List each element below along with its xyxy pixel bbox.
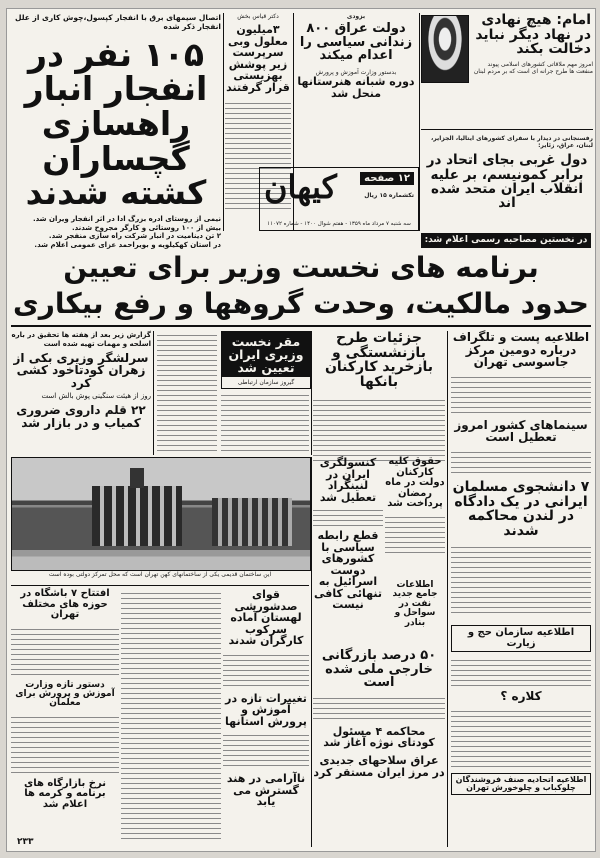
page-number: ۲۳۳	[17, 837, 34, 847]
bank-story	[313, 331, 445, 455]
edu-kicker: بدستور وزارت آموزش و پرورش	[315, 69, 397, 77]
pm-interview-bar: در نخستین مصاحبه رسمی اعلام شد:	[421, 233, 591, 248]
bank-headline: جزئیات طرح بازنشستگی و بازخرید کارکنان بانکها	[324, 330, 434, 391]
banner-line-1: برنامه های نخست وزیر برای تعیین	[63, 251, 539, 284]
cinema-headline: سینماهای کشور امروز تعطیل است	[454, 417, 588, 445]
masthead-pages: ۱۲ صفحه	[360, 172, 414, 185]
education-changes-headline: تغییرات تازه در آموزش و پرورش استانها	[225, 691, 307, 728]
gachsaran-headline: ۱۰۵ نفر در انفجار انبار راهسازی گچساران کشته شدند	[24, 34, 208, 213]
oil-headline: اطلاعات جامع جدید نفت در سواحل و بنادر	[392, 580, 438, 628]
mid-column	[313, 457, 383, 647]
iraq-story	[297, 13, 415, 113]
iraq-weapons-headline: عراق سلاحهای جدیدی در مرز ایران مستقر کرد	[313, 754, 445, 779]
students-headline: ۷ دانشجوی مسلمان ایرانی در یک دادگاه در لندن محاکمه شدند	[452, 478, 590, 540]
oil-column	[385, 581, 445, 641]
banner-line-2: حدود مالکیت، وحدت گروهها و رفع بیکاری	[13, 287, 589, 320]
left-bullet: گزارش زیر بعد از هفته ها تحقیق در باره اسلحه و مهمات تهیه شده است	[11, 331, 151, 348]
masthead-dateline: سه شنبه ۷ مرداد ماه ۱۳۵۹ - هفتم شوال ۱۴۰۰ - شماره ۱۱۰۷۲	[267, 221, 411, 228]
coup-trial-headline: محاکمه ۴ مسئول کودتای نوژه آغاز شد	[323, 724, 435, 750]
kebab-notice: اطلاعیه اتحادیه صنف فروشندگان چلوکباب و چلوخورش تهران	[451, 773, 591, 796]
gachsaran-bullet: نیمی از روستای ادره بزرگ ادا در اثر انفجار ویران شد.	[32, 214, 221, 223]
bottom-left-body	[121, 589, 221, 839]
bottom-mid-column	[223, 589, 309, 843]
vaziri-headline: سرلشگر وزیری بکی از زهران کودتاخود کشی کرد	[13, 350, 149, 390]
rafsanjani-kicker: رفسنجانی در دیدار با سفرای کشورهای ایتالیا، الجزایر، لبنان، عراق، زئایر:	[431, 135, 593, 150]
teachers-headline: دستور تازه وزارت آموزش و پرورش برای معلمان	[15, 679, 115, 709]
clubs-headline: افتتاح ۷ باشگاه در حوزه های مختلف تهران	[20, 588, 110, 620]
imam-summary: امروز مهم ملاقاتی کشورهای اسلامی پیوند منفعت ها طرح جرانه ای است که بر مردم لبنان	[473, 61, 593, 76]
medicine-headline: ۲۲ قلم داروی ضروری کمیاب و در بازار شد	[16, 403, 146, 430]
gachsaran-bullet: ۲ تن دینامیت در انبار شرکت راه سازی منفجر شد.	[48, 232, 221, 241]
gachsaran-story	[11, 13, 221, 250]
pm-office-box	[221, 331, 311, 389]
right-column	[451, 331, 591, 621]
pm-office-extra: گیروز سازمان ارتباطی	[237, 379, 295, 387]
gachsaran-kicker: اتصال سیمهای برق با انفجار کپسول،چوش کاری از علل انفجار ذکر شده	[15, 13, 221, 32]
left-column	[11, 331, 151, 455]
edu-headline: دوره شبانه هنرستانها منحل شد	[297, 75, 415, 100]
imam-story	[421, 13, 593, 133]
imam-portrait	[421, 15, 469, 83]
kalare-headline: کلاره ؟	[500, 689, 542, 703]
pm-office-body	[221, 391, 309, 451]
building-photo	[11, 457, 311, 571]
rafsanjani-headline: دول غربی بجای اتحاد در برابر کمونیسم، بر علیه انقلاب ایران متحد شده اند	[426, 152, 588, 211]
gachsaran-bullet: بیش از ۱۰۰ روستائی و کارگر مجروح شدند.	[71, 223, 221, 232]
bottom-center-column	[313, 649, 445, 845]
lenin-headline: کنسولگری ایران در لنینگراد تعطیل شد	[319, 456, 377, 504]
salary-headline: حقوق کلیه کارکنان دولت در ماه رمضان پرداخت شد	[385, 456, 445, 509]
newspaper-page	[6, 8, 596, 852]
welfare-headline: ۳میلیون معلول وبی سرپرست زیر پوشش بهزیستی قرار گرفتند	[226, 23, 290, 94]
iraq-kicker: بزودی	[346, 13, 366, 20]
prices-headline: نرخ بازارگاه های برنامه و کرمه ها اعلام شد	[24, 777, 106, 810]
masthead	[259, 167, 419, 231]
israel-headline: قطع رابطه سیاسی با کشورهای دوست اسرائیل به تنهائی کافی نیست	[314, 529, 382, 612]
bottom-right-column	[451, 625, 591, 845]
rafsanjani-story	[421, 135, 593, 231]
hajj-headline: اطلاعیه سازمان حج و زیارت	[451, 625, 591, 652]
gachsaran-bullet: در استان کهکیلویه و بویراحمد عزای عمومی اعلام شد.	[34, 241, 221, 250]
masthead-logo: کیهان	[264, 168, 337, 206]
poland-headline: قوای صدشورشی لهستان آماده سرکوب کارگران شدند	[228, 588, 304, 648]
welfare-kicker: دکتر قیاس بخش	[237, 13, 279, 20]
left-column-body	[157, 331, 217, 451]
trade-headline: ۵۰ درصد بازرگانی خارجی ملی شده است	[321, 648, 437, 691]
left-bullet: روز از هیئت سنگینی پوش بالش است	[41, 392, 151, 401]
pm-office-headline: مقر نخست وزیری ایران تعیین شد	[222, 332, 310, 377]
india-headline: ناآرامی در هند گسترش می یابد	[226, 772, 306, 809]
salary-column	[385, 457, 445, 577]
masthead-price: تکشماره ۱۵ ریال	[364, 192, 414, 199]
iraq-headline: دولت عراق ۸۰۰ زندانی سیاسی را اعدام میکند	[299, 21, 413, 64]
post-headline: اطلاعیه پست و تلگراف درباره دومین مرکز جاسوسی تهران	[452, 330, 590, 370]
imam-headline: امام: هیچ نهادی در نهاد دیگر نباید دخالت بکند	[475, 12, 591, 58]
photo-caption: این ساختمان قدیمی یکی از ساختمانهای کهن تهران است که محل تمرکز دولتی بوده است	[48, 571, 272, 578]
bottom-left-column	[11, 589, 119, 841]
